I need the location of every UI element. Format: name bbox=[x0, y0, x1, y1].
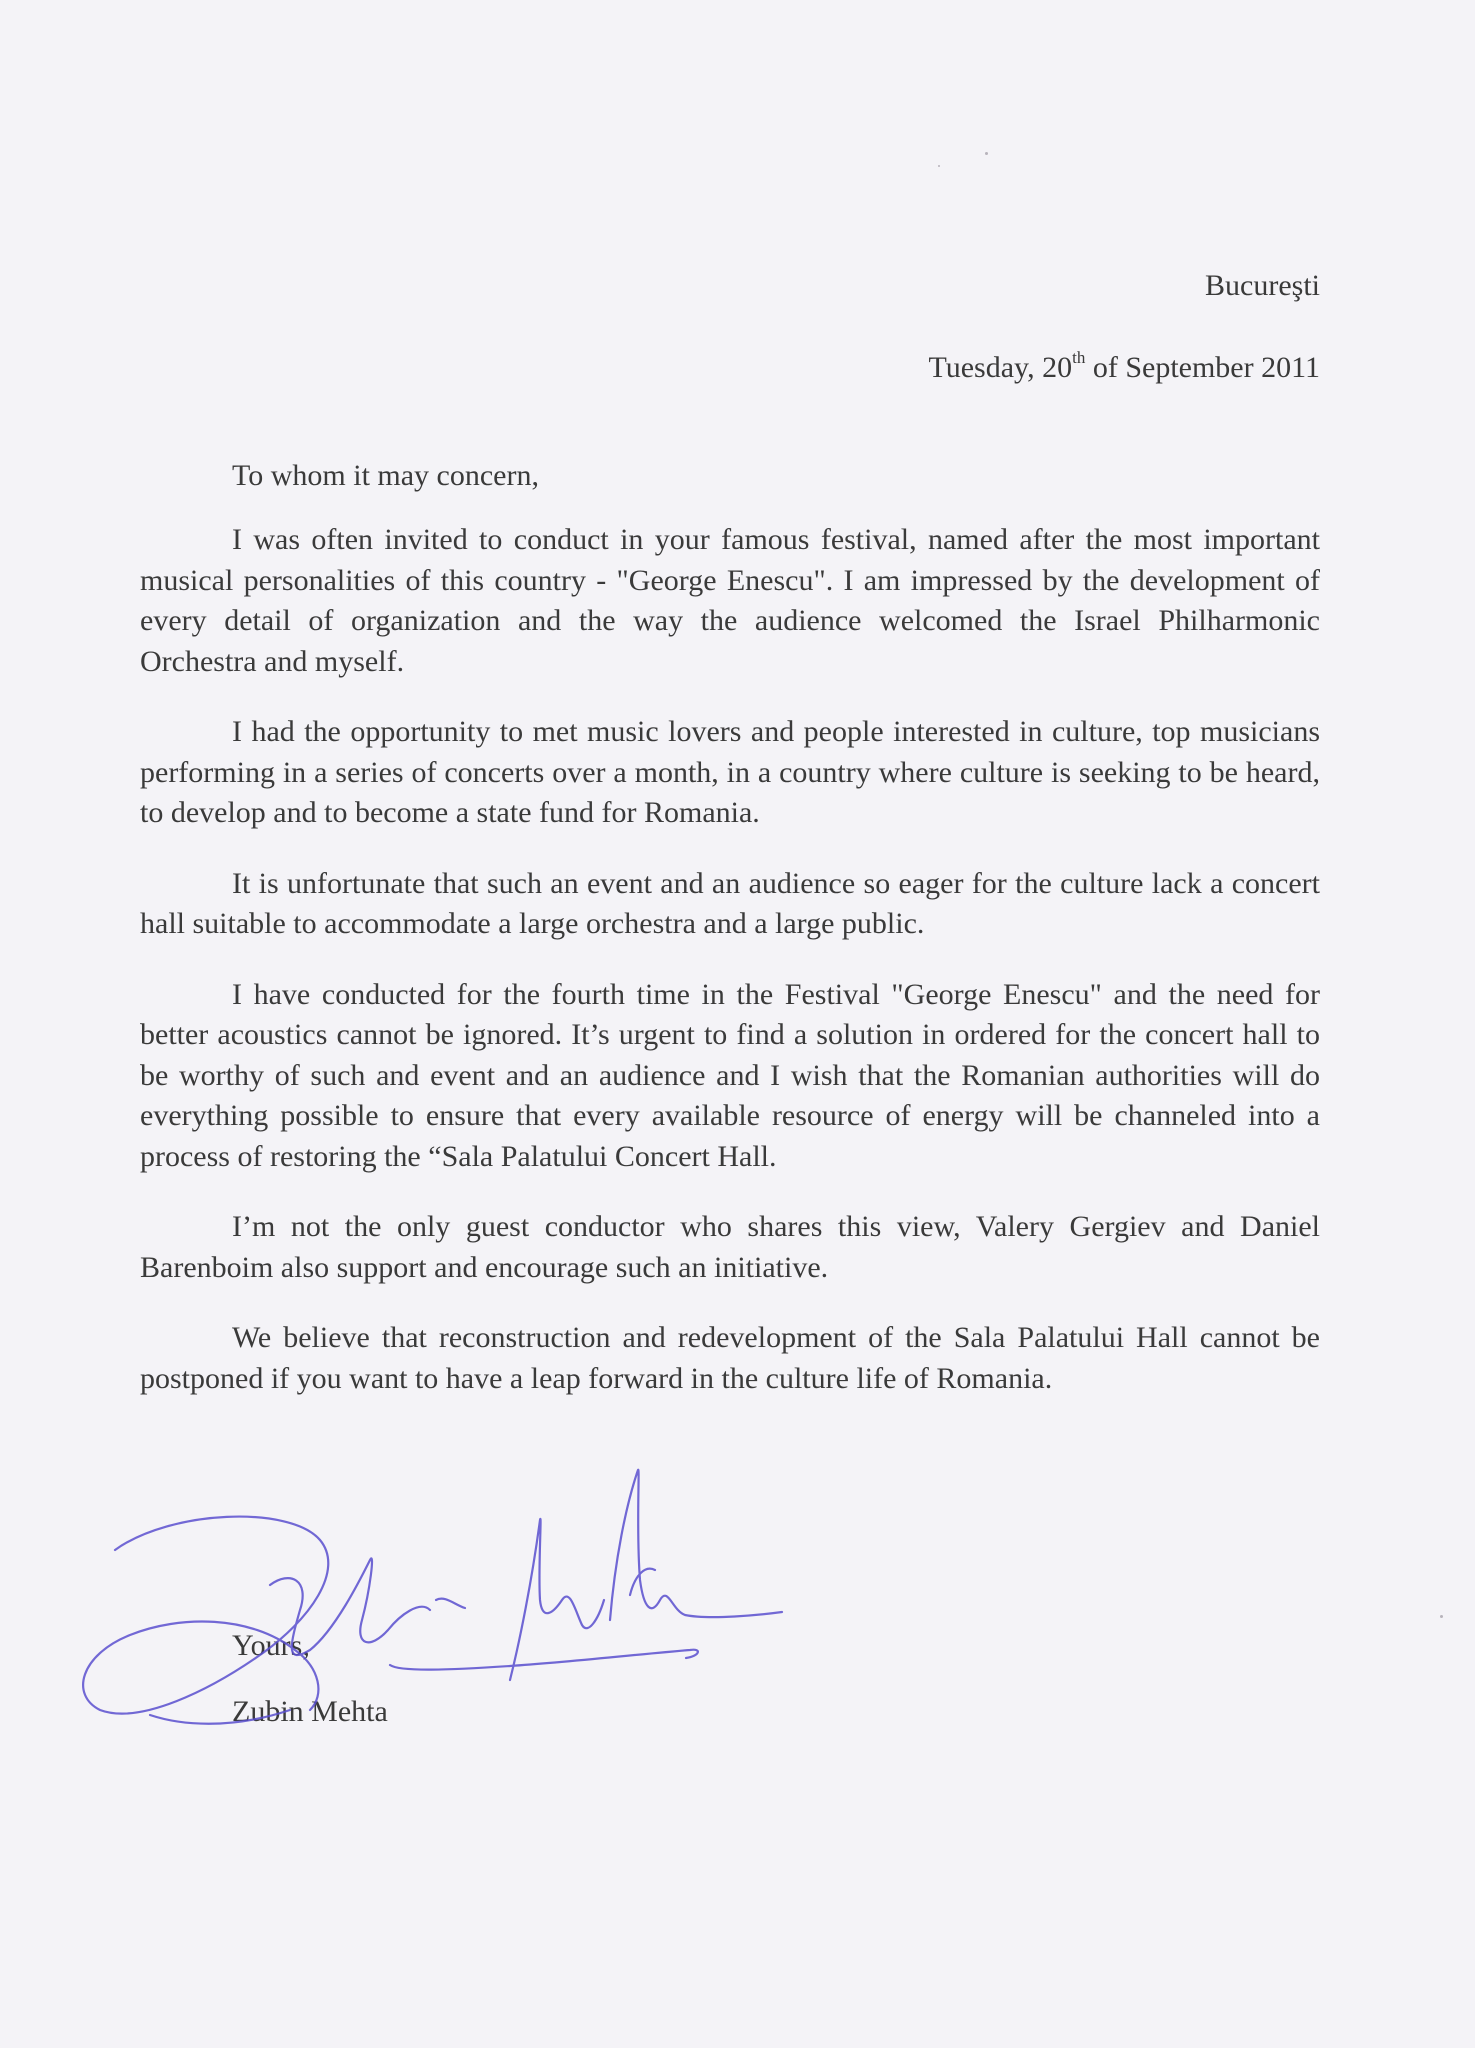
handwritten-signature bbox=[70, 1410, 790, 1740]
signatory-name: Zubin Mehta bbox=[232, 1695, 388, 1728]
closing-yours: Yours, bbox=[232, 1629, 310, 1662]
paragraph-1: I was often invited to conduct in your famous festival, named after the most important musical personalities of this country - "George Enescu". I am impressed by the development of every detail of organization and the way the audience welcomed the Israel Philharmonic Orchestra and myself. bbox=[140, 523, 1320, 678]
letter-city: Bucureşti bbox=[1205, 269, 1320, 302]
date-month-year: of September 2011 bbox=[1085, 351, 1320, 384]
paragraph-3: It is unfortunate that such an event and an audience so eager for the culture lack a concert hall suitable to accommodate a large orchestra and a large public. bbox=[140, 866, 1320, 940]
paper-speck bbox=[985, 152, 988, 155]
salutation: To whom it may concern, bbox=[232, 459, 539, 492]
paper-speck bbox=[938, 165, 940, 167]
date-ordinal: th bbox=[1072, 348, 1086, 367]
paragraph-4: I have conducted for the fourth time in the Festival "George Enescu" and the need for better acoustics cannot be ignored. It’s urgent to find a solution in ordered for the concert hall to be worthy of such and event and an audience and I wish that the Romanian authorities will do everything possible to ensure that every available resource of energy will be channeled into a process of restoring the “Sala Palatului Concert Hall. bbox=[140, 977, 1320, 1173]
paragraph-6: We believe that reconstruction and redevelopment of the Sala Palatului Hall cannot be postponed if you want to have a leap forward in the culture life of Romania. bbox=[140, 1321, 1320, 1395]
date-day: Tuesday, 20 bbox=[928, 351, 1073, 384]
paragraph-5: I’m not the only guest conductor who shares this view, Valery Gergiev and Daniel Barenboim also support and encourage such an initiative. bbox=[140, 1210, 1320, 1284]
letter-date bbox=[928, 350, 1320, 386]
letter-body bbox=[140, 520, 1320, 1399]
paragraph-2: I had the opportunity to met music lovers and people interested in culture, top musicians performing in a series of concerts over a month, in a country where culture is seeking to be heard, to develop and to become a state fund for Romania. bbox=[140, 715, 1320, 829]
paper-speck bbox=[1440, 1615, 1443, 1618]
